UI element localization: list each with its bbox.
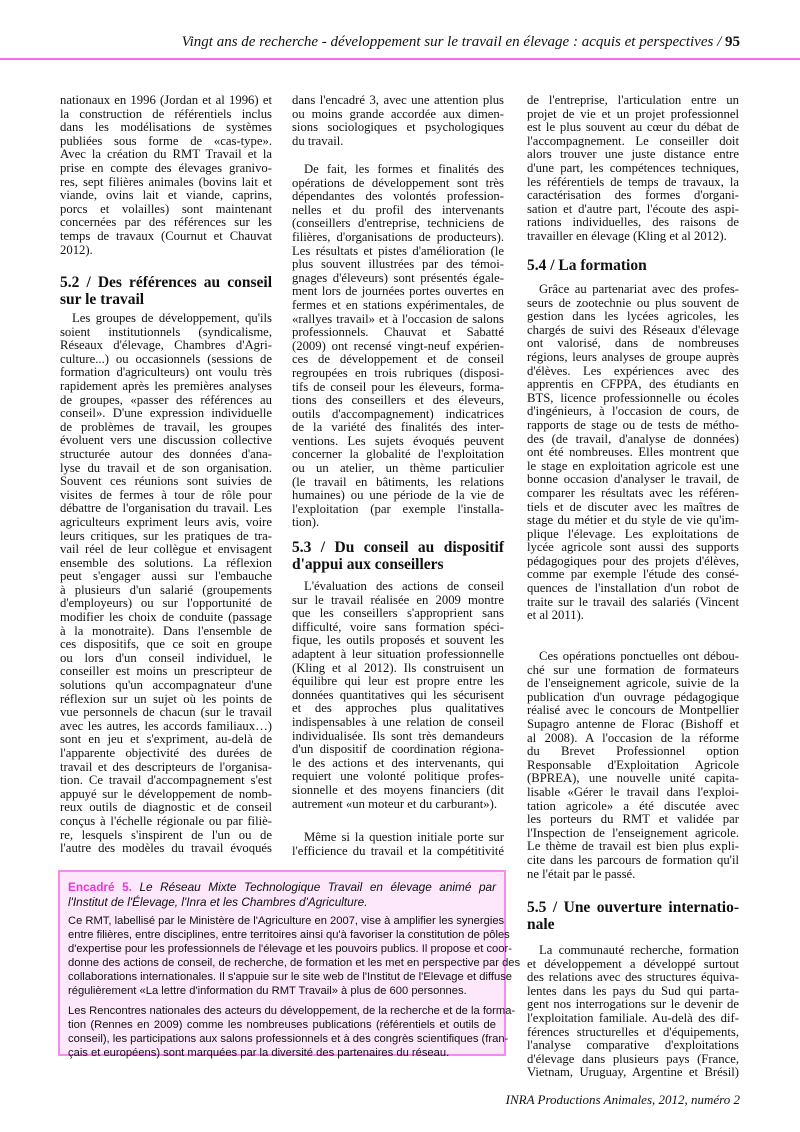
text-line: ou moins grande accordée aux dimen- (292, 106, 504, 121)
text-line: peut s'engager aussi sur l'embauche (60, 569, 272, 584)
text-line: Vietnam, Uruguay, Argentine et Brésil) (527, 1065, 739, 1080)
text-line: travail et des descripteurs de l'organisa- (60, 759, 272, 774)
text-line: gnages d'éleveurs) sont présentés égale- (292, 270, 504, 285)
text-line: traite sur le travail des salariés (Vincent (527, 594, 739, 609)
paragraph (292, 94, 504, 148)
text-line: lentes dans les pays du Sud qui parta- (527, 983, 739, 998)
text-line: réflexion sur un sujet où les points de (60, 691, 272, 706)
text-line: travailler en élevage (Kling et al 2012). (527, 228, 727, 243)
text-line: conseil». D'une expression individuelle (60, 406, 272, 421)
text-line: vail réel de leur collègue et envisagent (60, 542, 272, 557)
text-line: solutions qu'un accompagnateur d'une (60, 678, 272, 693)
text-line: L'évaluation des actions de conseil (304, 579, 504, 593)
text-line: d'élevage dans plusieurs pays (France, (527, 1051, 739, 1066)
text-line: férences structurelles et d'équipements, (527, 1024, 739, 1039)
text-line: professionnels. Chauvat et Sabatté (292, 325, 504, 340)
text-line: tions des conseillers et des éleveurs, (292, 393, 504, 408)
text-line: cite dans les parcours de formation qu'il (527, 852, 739, 867)
box-label: Encadré 5. (68, 880, 132, 894)
text-line: ventions. Les sujets évoqués peuvent (292, 433, 504, 448)
section-heading-5-3 (292, 540, 504, 573)
text-line: res, sept filières animales (bovins lait et (60, 174, 272, 189)
text-line: ché sur une formation de formateurs (527, 662, 739, 677)
text-line: ou un atelier, un thème particulier (292, 461, 504, 476)
text-line: re, lesquels s'inspirent de l'un ou de (60, 827, 272, 842)
text-line: comme par exemple l'étude des consé- (527, 567, 739, 582)
paragraph (527, 650, 739, 881)
text-line: concernées par des références sur les (60, 215, 272, 230)
text-line: le stage en exploitation agricole est une (527, 458, 739, 473)
text-line: données quantitatives qui les sécurisent (292, 687, 504, 702)
text-line: pédagogiques pour des projets d'élèves, (527, 553, 739, 568)
text-line: l'efficience du travail et la compétitivité (292, 843, 504, 858)
text-line: 5.5 / Une ouverture internatio- (527, 899, 739, 916)
text-line: le des actions et des intervenants, qui (292, 755, 504, 770)
text-line: Les groupes de développement, qu'ils (72, 311, 272, 325)
text-line: autrement «un moteur et du carburant»). (292, 796, 498, 811)
text-line: indispensables à une relation de conseil (292, 714, 504, 729)
text-line: Supagro antenne de Florac (Bishoff et (527, 716, 739, 731)
text-line: dans l'encadré 3, avec une attention plus (292, 93, 504, 107)
text-line: plus souvent illustrées par des témoi- (292, 257, 504, 272)
text-line: ont valorisé, dans de nombreuses (527, 336, 739, 351)
box-paragraph (68, 1004, 516, 1060)
text-line: tation agricole» a été discutée avec (527, 798, 739, 813)
text-line: tion). (292, 515, 320, 530)
text-line: porcs et volailles) sont maintenant (60, 201, 272, 216)
text-line: projet de vie et un projet professionnel (527, 106, 739, 121)
text-line: d'élèves. Les expériences avec des (527, 363, 739, 378)
text-line: opérations de développement sont très (292, 175, 504, 190)
text-line: d'employeurs) ou sur l'opportunité de (60, 596, 272, 611)
text-line: comparer les résultats avec les référen- (527, 485, 739, 500)
page-number: 95 (725, 34, 740, 50)
text-line: 5.3 / Du conseil au dispositif (292, 539, 504, 556)
text-line: du travail. (292, 133, 344, 148)
section-heading-5-4 (527, 258, 739, 275)
text-line: BTS, licence professionnelle ou écoles (527, 390, 739, 405)
text-line: (le travail en bâtiments, les relations (292, 474, 504, 489)
box-title-line: Encadré 5. Le Réseau Mixte Technologique Travail en élevage animé par (68, 880, 496, 894)
text-line: 5.2 / Des références au conseil (60, 274, 272, 291)
text-line: chargés de suivi des Réseaux d'élevage (527, 322, 739, 337)
text-line: d'une part, les compétences techniques, (527, 160, 739, 175)
text-line: (conseillers d'entreprise, techniciens de (292, 216, 504, 231)
text-line: avec les autres, les accords familiaux…) (60, 718, 272, 733)
text-line: Ce RMT, labellisé par le Ministère de l'Agriculture en 2007, vise à amplifier les synergies (68, 915, 505, 927)
text-line: conseiller est moins un prescripteur de (60, 664, 272, 679)
paragraph (527, 283, 739, 623)
text-line: tion. Ce travail d'accompagnement s'est (60, 773, 272, 788)
text-line: reux outils de diagnostic et de conseil (60, 800, 272, 815)
paragraph (292, 580, 504, 811)
text-line: ou lors d'un conseil individuel, le (60, 650, 272, 665)
text-line: plique l'élevage. Les exploitations de (527, 526, 739, 541)
text-line: difficulté, voire sans formation spéci- (292, 619, 504, 634)
text-line: seurs de zootechnie ou plus souvent de (527, 295, 739, 310)
text-line: les référentiels de temps de travaux, la (527, 174, 739, 189)
text-line: d'expertise pour les professionnels de l'élevage et les pouvoirs publics. Il propose et coor- (68, 943, 512, 955)
text-line: conseil), les participations aux salons professionnels et à des congrès scientifiques (fran- (68, 1033, 509, 1045)
text-line: sur le travail réalisée en 2009 montre (292, 592, 504, 607)
text-line: réalisé avec le concours de Montpellier (527, 703, 739, 718)
text-line: modifier les choix de conduite (passage (60, 610, 272, 625)
paragraph (292, 831, 504, 858)
text-line: gestion dans les lycées agricoles, les (527, 309, 739, 324)
text-line: Même si la question initiale porte sur (304, 830, 504, 844)
text-line: tifs de conseil pour les éleveurs, forma- (292, 379, 504, 394)
section-heading-5-5 (527, 900, 739, 933)
text-line: 2012). (60, 242, 93, 257)
running-title: Vingt ans de recherche - développement sur le travail en élevage : acquis et perspectives / (181, 34, 725, 50)
text-line: viande, ovins lait et viande, caprins, (60, 188, 272, 203)
text-line: bonne occasion d'analyser le travail, de (527, 472, 739, 487)
sidebar-box-encadre-5 (58, 870, 521, 1059)
text-line: 5.4 / La formation (527, 257, 647, 274)
text-line: ensemble des solutions. La réflexion (60, 555, 272, 570)
text-line: Responsable d'Exploitation Agricole (527, 757, 739, 772)
text-line: Grâce au partenariat avec des profes- (539, 282, 739, 296)
text-line: al 2008). A l'occasion de la réforme (527, 730, 739, 745)
text-line: Réseaux d'élevage, Chambres d'Agri- (60, 338, 272, 353)
paragraph (60, 94, 272, 257)
text-line: filières, d'organisations de producteurs). (292, 229, 504, 244)
text-line: les porteurs du RMT et validée par (527, 812, 739, 827)
text-line: visites de fermes à tour de rôle pour (60, 487, 272, 502)
text-line: caractérisation des formes d'organi- (527, 188, 739, 203)
text-line: d'appui aux conseillers (292, 555, 444, 573)
text-line: (2009) ont recensé vingt-neuf expérien- (292, 338, 504, 353)
text-line: débattre de l'organisation du travail. Les (60, 501, 272, 516)
text-line: l'Inspection de l'enseignement agricole. (527, 825, 739, 840)
text-line: concerner la globalité de l'exploitation (292, 447, 504, 462)
text-line: prise en compte des élevages granivo- (60, 160, 272, 175)
text-line: fique, les outils proposés et souvent les (292, 633, 504, 648)
section-heading-5-2 (60, 275, 272, 308)
box-title-line: l'Institut de l'Élevage, l'Inra et les Chambres d'Agriculture. (68, 895, 368, 909)
text-line: à la monotraite). Dans l'ensemble de (60, 623, 272, 638)
text-line: adaptent à leur situation professionnelle (292, 646, 504, 661)
text-line: structurée autour des données d'ana- (60, 446, 272, 461)
text-line: sont en jeu et s'expriment, au-delà de (60, 732, 272, 747)
text-line: nationaux en 1996 (Jordan et al 1996) et (60, 93, 272, 107)
text-line: ces dispositifs, que ce soit en groupe (60, 637, 272, 652)
text-line: ces de développement et de conseil (292, 352, 504, 367)
text-line: régulièrement «La lettre d'information du RMT Travail» à plus de 600 personnes. (68, 985, 467, 997)
text-line: Les résultats et pistes d'amélioration (le (292, 243, 504, 258)
text-line: Souvent ces réunions sont suivies de (60, 474, 272, 489)
text-line: ont été nombreuses. Elles montrent que (527, 445, 739, 460)
text-line: nelles et du profil des intervenants (292, 202, 504, 217)
text-line: la construction de référentiels inclus (60, 106, 272, 121)
text-line: conçus à l'échelle régionale ou par filiè- (60, 813, 272, 828)
text-line: équilibre qui leur est propre entre les (292, 674, 504, 689)
text-line: (BPREA), une nouvelle unité capita- (527, 771, 739, 786)
text-line: vue personnels de chacun (sur le travail (60, 705, 272, 720)
text-line: est le plus souvent au cœur du débat de (527, 120, 739, 135)
text-line: régions, leurs analyses de groupe auprès (527, 349, 739, 364)
text-line: humaines) ou une période de la vie de (292, 488, 504, 503)
text-line: des relations avec des structures équiva- (527, 970, 739, 985)
text-line: culture...) ou occasionnels (sessions de (60, 351, 272, 366)
text-line: l'accompagnement. Le conseiller doit (527, 133, 739, 148)
running-header (182, 34, 740, 51)
text-line: Avec la création du RMT Travail et la (60, 147, 272, 162)
text-line: des (de travail, d'analyse de données) (527, 431, 739, 446)
text-line: sionnelle et des moyens financiers (dit (292, 782, 504, 797)
text-line: d'un dispositif de coordination régiona- (292, 742, 504, 757)
text-line: évoluent vers une discussion collective (60, 433, 272, 448)
text-line: d'ingénieurs, à l'occasion de cours, de (527, 404, 739, 419)
text-line: et développement a développé surtout (527, 956, 739, 971)
text-line: «rallyes travail» et à l'occasion de salons (292, 311, 504, 326)
text-line: lycée agricole sont aussi des supports (527, 540, 739, 555)
text-line: La communauté recherche, formation (539, 943, 739, 957)
text-line: rapidement après les premières analyses (60, 378, 272, 393)
box-paragraph (68, 914, 521, 998)
text-line: De fait, les formes et finalités des (304, 162, 504, 176)
text-line: tiels et de discuter avec les maîtres de (527, 499, 739, 514)
text-line: l'apparente objectivité des durées de (60, 746, 272, 760)
text-line: rations individuelles, des raisons de (527, 215, 739, 230)
text-line: sions sociologiques et psychologiques (292, 120, 504, 135)
text-line: requiert une volonté politique profes- (292, 769, 504, 784)
text-line: rapports de stage ou de tests de métho- (527, 417, 739, 432)
text-line: soient institutionnels (syndicalisme, (60, 324, 272, 339)
text-line: temps de travaux (Cournut et Chauvat (60, 228, 272, 243)
text-line: l'exploitation familiale. Au-delà des dif- (527, 1010, 739, 1025)
text-line: lyse du travail et de son organisation. (60, 460, 272, 475)
text-line: appuyé sur le développement de nomb- (60, 786, 272, 801)
text-line: outils d'accompagnement) indicatrices (292, 406, 504, 421)
text-line: et des approches plus qualitatives (292, 701, 504, 716)
text-line: collaborations internationales. Il s'appuie sur le site web de l'Institut de l'Elevage et diffuse (68, 971, 513, 983)
text-line: l'autre des modèles du travail évoqués (60, 841, 272, 856)
journal-footer: INRA Productions Animales, 2012, numéro 2 (505, 1092, 740, 1107)
text-line: stage du métier et du style de vie qu'im- (527, 513, 739, 528)
text-line: publication d'un ouvrage pédagogique (527, 689, 739, 704)
text-line: apprentis en CFPPA, des étudiants en (527, 377, 739, 392)
text-line: et al 2011). (527, 608, 584, 623)
text-line: regroupées en trois rubriques (disposi- (292, 365, 504, 380)
text-line: l'analyse comparative d'exploitations (527, 1038, 739, 1053)
text-line: Le thème de travail est bien plus expli- (527, 839, 739, 854)
text-line: agriculteurs expriment leurs avis, voire (60, 514, 272, 529)
paragraph (527, 94, 739, 244)
text-line: fermes et en stations expérimentales, de (292, 297, 504, 312)
text-line: ment lors de journées portes ouvertes en (292, 284, 504, 299)
text-line: de problèmes de travail, les groupes (60, 419, 272, 434)
text-line: alors trouver une juste distance entre (527, 147, 739, 162)
text-line: publiées sous forme de «cas-type». (60, 133, 272, 148)
text-line: entre filières, entre disciplines, entre territoires ainsi qu'à favoriser la constitution de pôles (68, 929, 510, 941)
text-line: de la variété des finalités des inter- (292, 420, 504, 435)
text-line: dans les modélisations de systèmes (60, 120, 272, 135)
text-line: individualisée. Ils sont très demandeurs (292, 728, 504, 743)
text-line: de l'enseignement agricole, suivie de la (527, 676, 739, 691)
text-line: que les conseillers s'approprient sans (292, 606, 504, 621)
text-line: sur le travail (60, 290, 145, 308)
paragraph (527, 944, 739, 1080)
text-line: ne l'était par le passé. (527, 866, 636, 881)
text-line: nale (527, 915, 555, 933)
text-line: sation et d'autre part, l'écoute des aspi- (527, 201, 739, 216)
text-line: lisable «Gérer le travail dans l'exploi- (527, 784, 739, 799)
text-line: dépendantes des volontés profession- (292, 189, 504, 204)
header-divider (0, 58, 800, 60)
text-line: çais et européens) sont marquées par la diversité des partenaires du réseau. (68, 1047, 450, 1059)
text-line: formation d'agriculteurs) ont voulu très (60, 365, 272, 380)
text-line: (Kling et al 2012). Ils construisent un (292, 660, 504, 675)
text-line: tion (Rennes en 2009) comme les nombreuses publications (référentiels et outils de (68, 1019, 496, 1031)
text-line: l'exploitation (par exemple l'installa- (292, 501, 504, 516)
text-line: leurs critiques, sur les pratiques de tra- (60, 528, 272, 543)
paragraph (292, 163, 504, 530)
text-line: du Brevet Professionnel option (527, 744, 739, 759)
text-line: Les Rencontres nationales des acteurs du développement, de la recherche et de la forma- (68, 1005, 516, 1017)
text-line: de groupes, «passer des références au (60, 392, 272, 407)
text-line: à plusieurs d'un salarié (groupements (60, 582, 272, 597)
box-title (68, 880, 496, 910)
paragraph (60, 312, 272, 856)
text-line: quences de l'installation d'un robot de (527, 581, 739, 596)
text-line: de l'entreprise, l'articulation entre un (527, 93, 739, 107)
text-line: gent nos interrogations sur le devenir de (527, 997, 739, 1012)
text-line: Ces opérations ponctuelles ont débou- (539, 649, 739, 663)
text-line: donne des actions de conseil, de recherche, de formation et les met en perspective par des (68, 957, 521, 969)
